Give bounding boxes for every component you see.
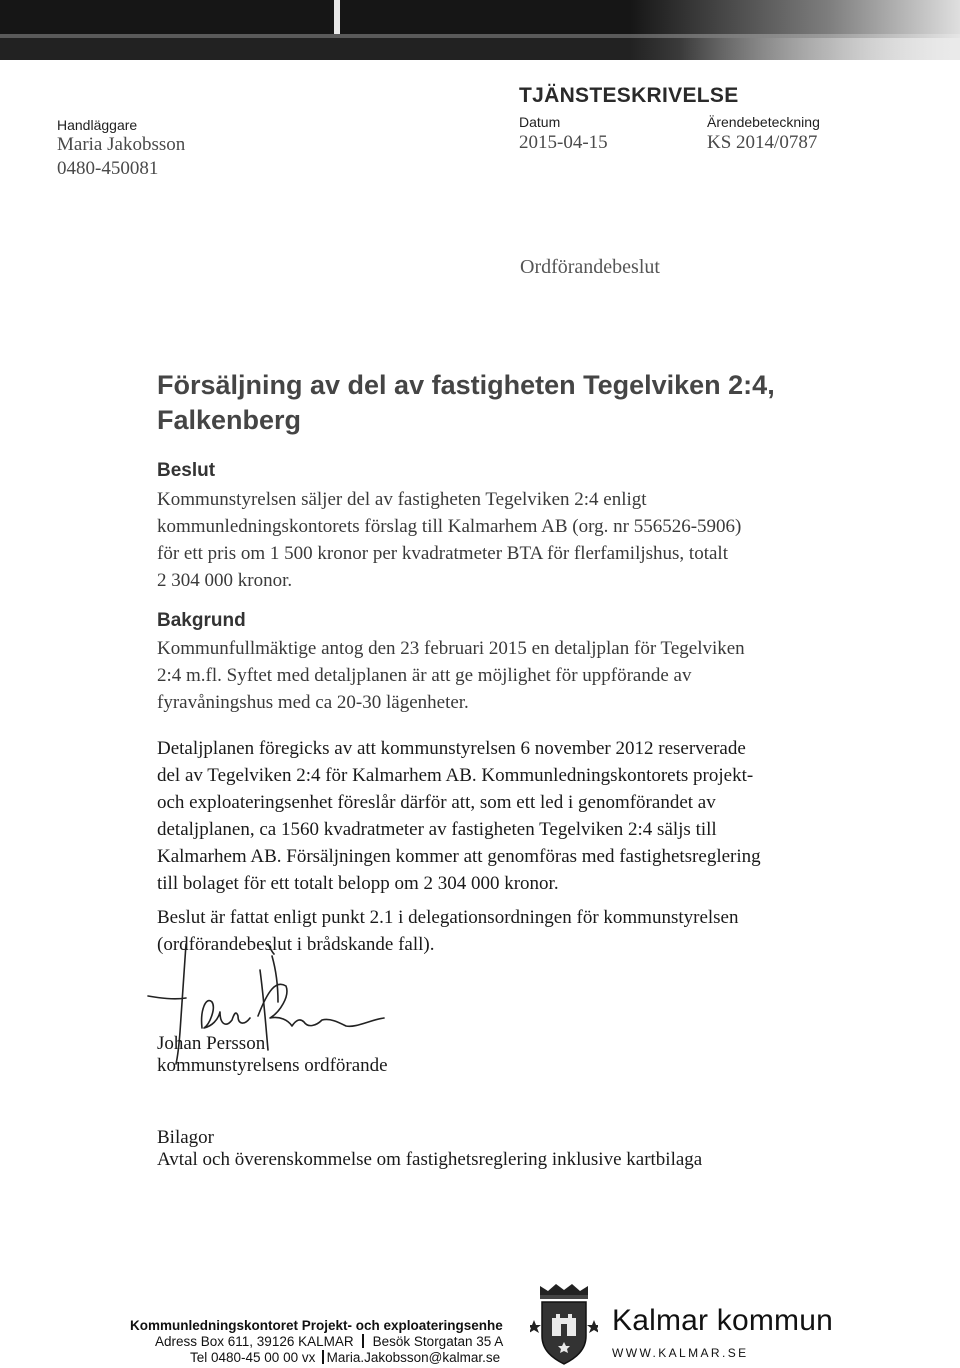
municipality-website[interactable]: WWW.KALMAR.SE — [612, 1346, 749, 1360]
bakgrund-paragraph-2: Detaljplanen föregicks av att kommunstyrelsen 6 november 2012 reserverade del av Tegelviken 2:4 för Kalmarhem AB. Kommunledningskontorets projekt- och exploateringsenhet föreslår därför att, som ett led i genomförandet av detaljplanen, ca 1560 kvadratmeter av fastigheten Tegelviken 2:4 säljs till Kalmarhem AB. Försäljningen kommer att genomföras med fastighetsreglering till bolaget för ett totalt belopp om 2 304 000 kronor. — [157, 738, 761, 894]
page-title: Försäljning av del av fastigheten Tegelviken 2:4, Falkenberg — [157, 370, 775, 435]
footer-separator — [362, 1334, 364, 1348]
arende-label: Ärendebeteckning — [707, 114, 820, 130]
footer-phone: Tel 0480-45 00 00 vx — [190, 1350, 316, 1365]
document-type: TJÄNSTESKRIVELSE — [519, 84, 739, 107]
bakgrund-paragraph-3: Beslut är fattat enligt punkt 2.1 i delegationsordningen för kommunstyrelsen (ordförandebeslut i brådskande fall). — [157, 907, 739, 955]
scan-header-bar — [0, 0, 960, 60]
handlaggare-name: Maria Jakobsson — [57, 134, 186, 155]
bilagor-item: Avtal och överenskommelse om fastighetsreglering inklusive kartbilaga — [157, 1149, 703, 1170]
coat-of-arms-icon — [530, 1280, 598, 1366]
footer-address — [155, 1334, 503, 1349]
footer-contact — [190, 1350, 500, 1365]
municipality-name: Kalmar kommun — [612, 1304, 833, 1337]
footer-email: Maria.Jakobsson@kalmar.se — [326, 1350, 501, 1365]
footer-address-part2: Besök Storgatan 35 A — [372, 1334, 504, 1349]
beslut-heading: Beslut — [157, 460, 216, 481]
footer-office: Kommunledningskontoret Projekt- och exploateringsenhe — [130, 1318, 503, 1333]
footer-address-part1: Adress Box 611, 39126 KALMAR — [155, 1334, 354, 1349]
footer-separator — [322, 1350, 324, 1364]
signatory-role: kommunstyrelsens ordförande — [157, 1055, 388, 1076]
bakgrund-paragraph-1: Kommunfullmäktige antog den 23 februari 2015 en detaljplan för Tegelviken 2:4 m.fl. Syftet med detaljplanen är att ge möjlighet för uppförande av fyravåningshus med ca 20-30 lägenheter. — [157, 638, 745, 713]
datum-label: Datum — [519, 114, 561, 130]
beslut-text: Kommunstyrelsen säljer del av fastigheten Tegelviken 2:4 enligt kommunledningskontorets förslag till Kalmarhem AB (org. nr 556526-5906) för ett pris om 1 500 kronor per kvadratmeter BTA för flerfamiljshus, totalt 2 304 000 kronor. — [157, 489, 742, 591]
handlaggare-label: Handläggare — [57, 117, 138, 133]
decision-type: Ordförandebeslut — [520, 256, 660, 278]
arende-value: KS 2014/0787 — [707, 132, 818, 153]
bakgrund-heading: Bakgrund — [157, 610, 246, 631]
handlaggare-phone: 0480-450081 — [57, 158, 159, 179]
datum-value: 2015-04-15 — [519, 132, 608, 153]
bilagor-heading: Bilagor — [157, 1127, 214, 1148]
signatory-name: Johan Persson — [157, 1033, 266, 1054]
